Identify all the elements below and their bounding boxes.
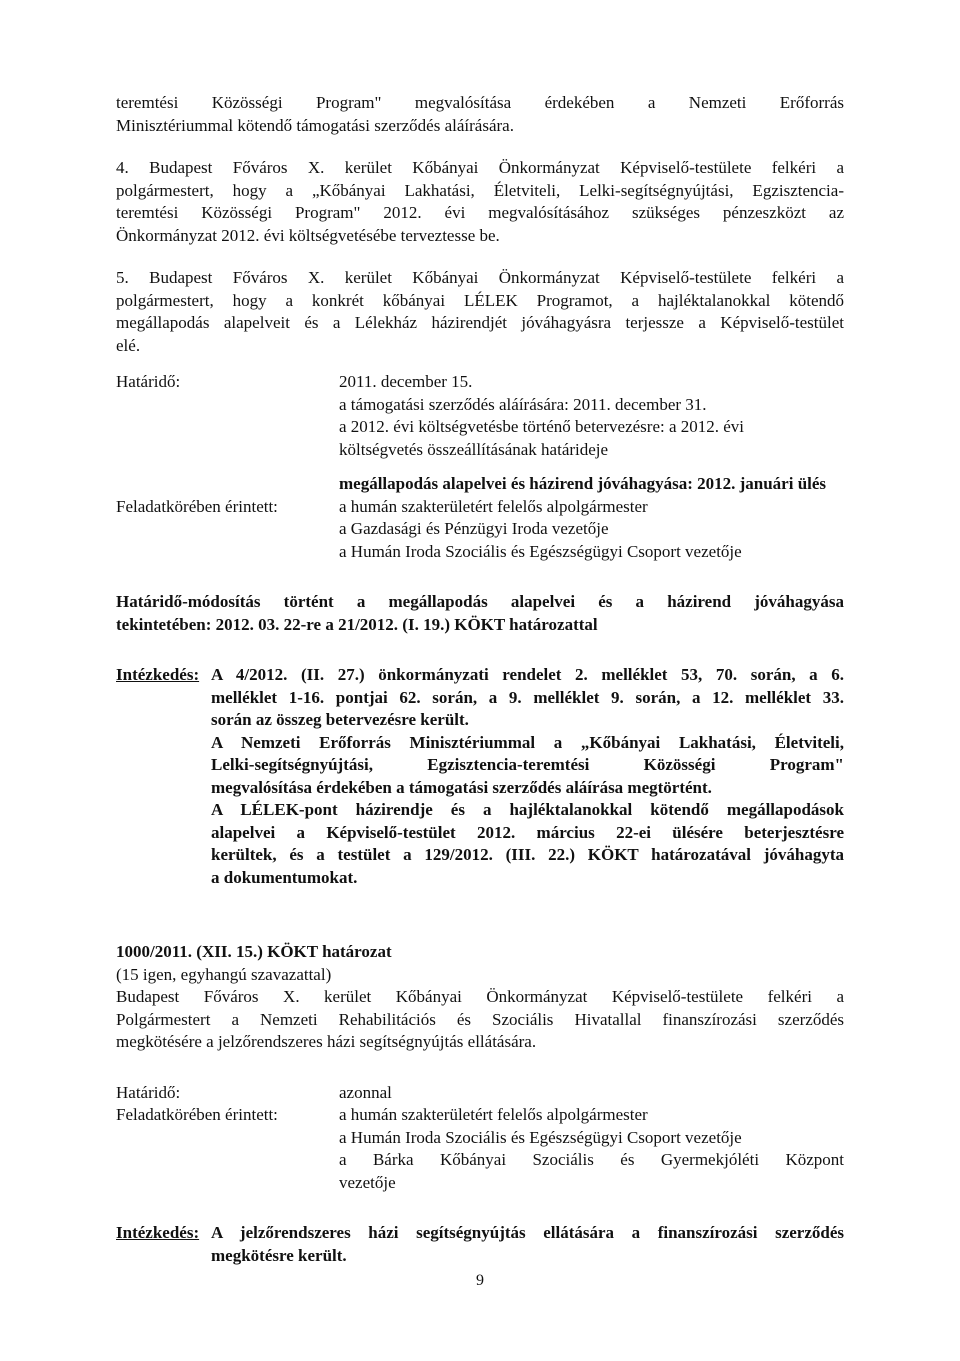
text-line: polgármestert, hogy a „Kőbányai Lakhatási, Életviteli, Lelki-segítségnyújtási, Egzisztencia-: [116, 180, 844, 200]
deadline-line: költségvetés összeállításának határideje: [339, 439, 609, 459]
action-line: során az összeg betervezésre került.: [211, 710, 469, 729]
page-number: 9: [476, 1272, 484, 1289]
action-line: Lelki-segítségnyújtási, Egzisztencia-teremtési Közösségi Program": [211, 755, 844, 774]
action-line: A LÉLEK-pont házirendje és a hajléktalanokkal kötendő megállapodások: [211, 800, 844, 819]
resolution-block: [116, 941, 844, 1054]
responsible-block-2: [116, 1104, 844, 1194]
text-line: tekintetében: 2012. 03. 22-re a 21/2012. (I. 19.) KÖKT határozattal: [116, 614, 598, 634]
responsible-line: a humán szakterületért felelős alpolgármester: [339, 1105, 648, 1124]
paragraph-item-4: [116, 157, 844, 247]
action-line: A Nemzeti Erőforrás Minisztériummal a „Kőbányai Lakhatási, Életviteli,: [211, 732, 844, 752]
deadline-bold-line: megállapodás alapelvei és házirend jóváhagyása: 2012. januári ülés: [339, 474, 827, 493]
action-label: Intézkedés:: [116, 665, 200, 684]
deadline-value: azonnal: [339, 1082, 392, 1102]
deadline-block-2: [116, 1082, 844, 1105]
text-line: polgármestert, hogy a konkrét kőbányai LÉLEK Programot, a hajléktalanokkal kötendő: [116, 290, 844, 310]
responsible-block: [116, 496, 844, 564]
text-line: Határidő-módosítás történt a megállapodás alapelvei és a házirend jóváhagyása: [116, 592, 844, 611]
text-line: 4. Budapest Főváros X. kerület Kőbányai Önkormányzat Képviselő-testülete felkéri a: [116, 158, 844, 177]
responsible-line: vezetője: [339, 1172, 396, 1192]
deadline-values: [339, 371, 844, 496]
action-text: [116, 687, 844, 890]
resolution-votes: (15 igen, egyhangú szavazattal): [116, 964, 332, 984]
responsible-line: a Humán Iroda Szociális és Egészségügyi Csoport vezetője: [339, 541, 742, 561]
action-line: melléklet 1-16. pontjai 62. során, a 9. melléklet 9. során, a 12. melléklet 33.: [211, 687, 844, 707]
paragraph-item-5: [116, 267, 844, 357]
responsible-label: Feladatkörében érintett:: [116, 1105, 278, 1124]
deadline-block: [116, 371, 844, 496]
text-line: Önkormányzat 2012. évi költségvetésébe terveztesse be.: [116, 225, 500, 245]
action-label: Intézkedés:: [116, 1223, 200, 1242]
deadline-line: a 2012. évi költségvetésbe történő betervezésre: a 2012. évi: [339, 417, 745, 436]
document-page: [116, 92, 844, 1267]
text-line: Polgármestert a Nemzeti Rehabilitációs és Szociális Hivatallal finanszírozási szerződés: [116, 1009, 844, 1029]
action-block-2: [116, 1222, 844, 1267]
deadline-label: Határidő:: [116, 372, 181, 391]
text-line: megkötésére a jelzőrendszeres házi segítségnyújtás ellátására.: [116, 1032, 537, 1051]
text-line: Budapest Főváros X. kerület Kőbányai Önkormányzat Képviselő-testülete felkéri a: [116, 987, 844, 1006]
action-line: megvalósítása érdekében a támogatási szerződés aláírása megtörtént.: [211, 777, 712, 797]
text-line: 5. Budapest Főváros X. kerület Kőbányai Önkormányzat Képviselő-testülete felkéri a: [116, 268, 844, 287]
responsible-line: a humán szakterületért felelős alpolgármester: [339, 496, 648, 516]
action-line: A 4/2012. (II. 27.) önkormányzati rendelet 2. melléklet 53, 70. során, a 6.: [211, 665, 844, 684]
action-line: a dokumentumokat.: [211, 867, 358, 887]
action-line: alapelvei a Képviselő-testület 2012. március 22-ei ülésére beterjesztésre: [211, 822, 844, 842]
text-line: teremtési Közösségi Program" 2012. évi megvalósításához szükséges pénzeszközt az: [116, 203, 844, 222]
action-line: kerültek, és a testület a 129/2012. (III. 22.) KÖKT határozatával jóváhagyta: [211, 845, 844, 864]
deadline-modification: [116, 591, 844, 636]
action-text: [116, 1245, 844, 1268]
text-line: teremtési Közösségi Program" megvalósítása érdekében a Nemzeti Erőforrás: [116, 93, 844, 112]
resolution-title: 1000/2011. (XII. 15.) KÖKT határozat: [116, 942, 392, 961]
action-line: A jelzőrendszeres házi segítségnyújtás ellátására a finanszírozási szerződés: [211, 1223, 844, 1242]
paragraph-intro: [116, 92, 844, 137]
responsible-values: [339, 496, 844, 564]
action-line: megkötésre került.: [211, 1245, 347, 1265]
deadline-line: a támogatási szerződés aláírására: 2011. december 31.: [339, 394, 707, 414]
responsible-label: Feladatkörében érintett:: [116, 496, 278, 516]
responsible-line: a Bárka Kőbányai Szociális és Gyermekjóléti Központ: [339, 1150, 844, 1169]
deadline-label: Határidő:: [116, 1082, 181, 1102]
deadline-line: 2011. december 15.: [339, 372, 473, 391]
responsible-values: [339, 1104, 844, 1194]
text-line: elé.: [116, 335, 141, 355]
responsible-line: a Humán Iroda Szociális és Egészségügyi Csoport vezetője: [339, 1127, 742, 1147]
text-line: megállapodás alapelveit és a Lélekház házirendjét jóváhagyásra terjessze a Képviselő-testület: [116, 313, 844, 332]
action-block-1: [116, 664, 844, 889]
responsible-line: a Gazdasági és Pénzügyi Iroda vezetője: [339, 519, 609, 538]
text-line: Minisztériummal kötendő támogatási szerződés aláírására.: [116, 115, 514, 135]
